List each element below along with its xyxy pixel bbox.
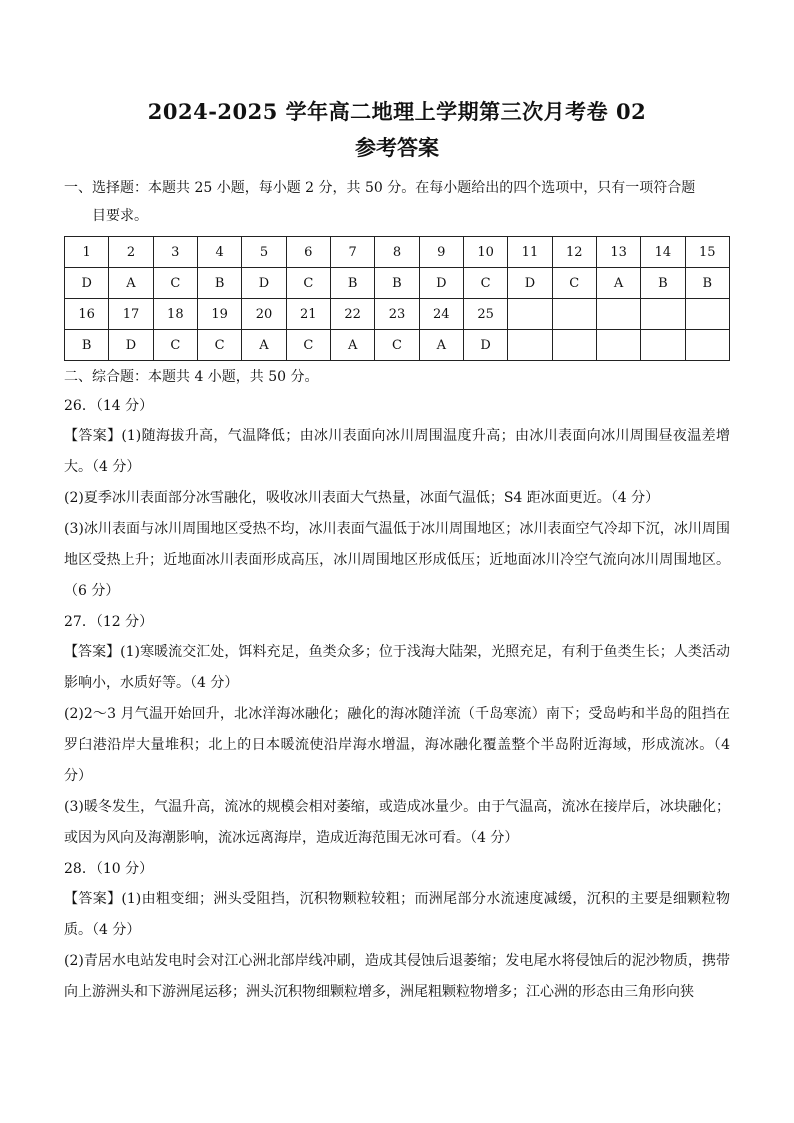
question-block xyxy=(64,854,730,1008)
answer-letter-cell: C xyxy=(286,330,330,361)
answer-letter-cell xyxy=(596,330,640,361)
question-number-cell xyxy=(596,299,640,330)
answer-letter-cell: B xyxy=(197,268,241,299)
document-subtitle: 参考答案 xyxy=(355,135,439,160)
section-1-heading xyxy=(64,174,730,230)
answer-letter-cell: A xyxy=(330,330,374,361)
answer-letter-cell: A xyxy=(242,330,286,361)
answer-paragraph: (2)夏季冰川表面部分冰雪融化，吸收冰川表面大气热量，冰面气温低；S4 距冰面更近。（4 分） xyxy=(64,490,660,506)
answer-letter-cell xyxy=(552,330,596,361)
question-number-cell xyxy=(552,299,596,330)
question-number-cell xyxy=(508,299,552,330)
question-number-cell: 9 xyxy=(419,237,463,268)
answer-letter-cell: C xyxy=(286,268,330,299)
question-number-cell: 13 xyxy=(596,237,640,268)
answer-letter-cell: D xyxy=(109,330,153,361)
answer-letter-cell: B xyxy=(65,330,109,361)
question-number-cell: 17 xyxy=(109,299,153,330)
question-number-cell: 24 xyxy=(419,299,463,330)
answer-table-row xyxy=(65,268,730,299)
answer-letter-cell: D xyxy=(463,330,507,361)
answer-paragraph: (3)暖冬发生，气温升高，流冰的规模会相对萎缩，或造成冰量少。由于气温高，流冰在接岸后，冰块融化；或因为风向及海潮影响，流冰远离海岸，造成近海范围无冰可看。（4 分） xyxy=(64,799,730,846)
question-number-cell: 15 xyxy=(685,237,729,268)
answer-letter-cell: C xyxy=(375,330,419,361)
answer-letter-cell: C xyxy=(552,268,596,299)
answer-letter-cell: B xyxy=(641,268,685,299)
answer-letter-cell: D xyxy=(65,268,109,299)
answer-letter-cell: B xyxy=(375,268,419,299)
question-number-cell: 3 xyxy=(153,237,197,268)
answer-paragraph: (3)冰川表面与冰川周围地区受热不均，冰川表面气温低于冰川周围地区；冰川表面空气冷却下沉，冰川周围地区受热上升；近地面冰川表面形成高压，冰川周围地区形成低压；近地面冰川冷空气流向冰川周围地区。（6 分） xyxy=(64,521,730,599)
answer-paragraph: 【答案】(1)寒暖流交汇处，饵料充足，鱼类众多；位于浅海大陆架，光照充足，有利于鱼类生长；人类活动影响小，水质好等。（4 分） xyxy=(64,644,730,691)
question-number-cell: 18 xyxy=(153,299,197,330)
question-header: 26．（14 分） xyxy=(64,398,154,414)
answer-letter-cell xyxy=(685,330,729,361)
question-number-cell: 22 xyxy=(330,299,374,330)
answer-letter-cell: C xyxy=(153,268,197,299)
question-number-cell: 1 xyxy=(65,237,109,268)
question-header: 28．（10 分） xyxy=(64,861,154,877)
document-title: 2024-2025 学年高二地理上学期第三次月考卷 02 xyxy=(147,99,647,124)
question-number-cell: 25 xyxy=(463,299,507,330)
section-2-heading: 二、综合题：本题共 4 小题，共 50 分。 xyxy=(64,369,319,385)
question-number-cell: 5 xyxy=(242,237,286,268)
answer-table-row xyxy=(65,330,730,361)
answer-letter-cell: D xyxy=(508,268,552,299)
answer-letter-cell: C xyxy=(153,330,197,361)
question-number-cell: 7 xyxy=(330,237,374,268)
question-block xyxy=(64,391,730,607)
answer-letter-cell: A xyxy=(419,330,463,361)
question-number-cell: 20 xyxy=(242,299,286,330)
answer-letter-cell: C xyxy=(463,268,507,299)
answer-paragraph: 【答案】(1)随海拔升高，气温降低；由冰川表面向冰川周围温度升高；由冰川表面向冰川周围昼夜温差增大。（4 分） xyxy=(64,428,730,475)
answer-letter-cell xyxy=(508,330,552,361)
answer-letter-cell: C xyxy=(197,330,241,361)
questions-list xyxy=(64,391,730,1008)
question-block xyxy=(64,607,730,854)
answer-document xyxy=(64,96,730,1008)
answer-letter-cell: A xyxy=(109,268,153,299)
answer-paragraph: (2)2～3 月气温开始回升，北冰洋海冰融化；融化的海冰随洋流（千岛寒流）南下；受岛屿和半岛的阻挡在罗臼港沿岸大量堆积；北上的日本暖流使沿岸海水增温，海冰融化覆盖整个半岛附近海域，形成流冰。（4 分） xyxy=(64,706,730,784)
answer-table-row xyxy=(65,237,730,268)
question-number-cell: 23 xyxy=(375,299,419,330)
question-number-cell: 12 xyxy=(552,237,596,268)
question-number-cell: 11 xyxy=(508,237,552,268)
question-number-cell: 2 xyxy=(109,237,153,268)
question-header: 27．（12 分） xyxy=(64,614,154,630)
section-1-line-1: 一、选择题：本题共 25 小题，每小题 2 分，共 50 分。在每小题给出的四个选项中，只有一项符合题 xyxy=(64,180,696,196)
question-number-cell xyxy=(641,299,685,330)
answer-table xyxy=(64,236,730,361)
answer-letter-cell: B xyxy=(685,268,729,299)
question-number-cell: 4 xyxy=(197,237,241,268)
answer-letter-cell xyxy=(641,330,685,361)
question-number-cell: 21 xyxy=(286,299,330,330)
question-number-cell: 8 xyxy=(375,237,419,268)
section-1-line-2: 目要求。 xyxy=(92,208,148,224)
question-number-cell: 6 xyxy=(286,237,330,268)
answer-letter-cell: A xyxy=(596,268,640,299)
question-number-cell: 16 xyxy=(65,299,109,330)
answer-table-row xyxy=(65,299,730,330)
answer-paragraph: 【答案】(1)由粗变细；洲头受阻挡，沉积物颗粒较粗；而洲尾部分水流速度减缓，沉积的主要是细颗粒物质。（4 分） xyxy=(64,891,730,938)
answer-letter-cell: D xyxy=(419,268,463,299)
answer-paragraph: (2)青居水电站发电时会对江心洲北部岸线冲刷，造成其侵蚀后退萎缩；发电尾水将侵蚀后的泥沙物质，携带向上游洲头和下游洲尾运移；洲头沉积物细颗粒增多，洲尾粗颗粒物增多；江心洲的形态由三角形向狭 xyxy=(64,953,730,1000)
answer-letter-cell: D xyxy=(242,268,286,299)
question-number-cell: 19 xyxy=(197,299,241,330)
question-number-cell: 14 xyxy=(641,237,685,268)
question-number-cell xyxy=(685,299,729,330)
question-number-cell: 10 xyxy=(463,237,507,268)
answer-letter-cell: B xyxy=(330,268,374,299)
